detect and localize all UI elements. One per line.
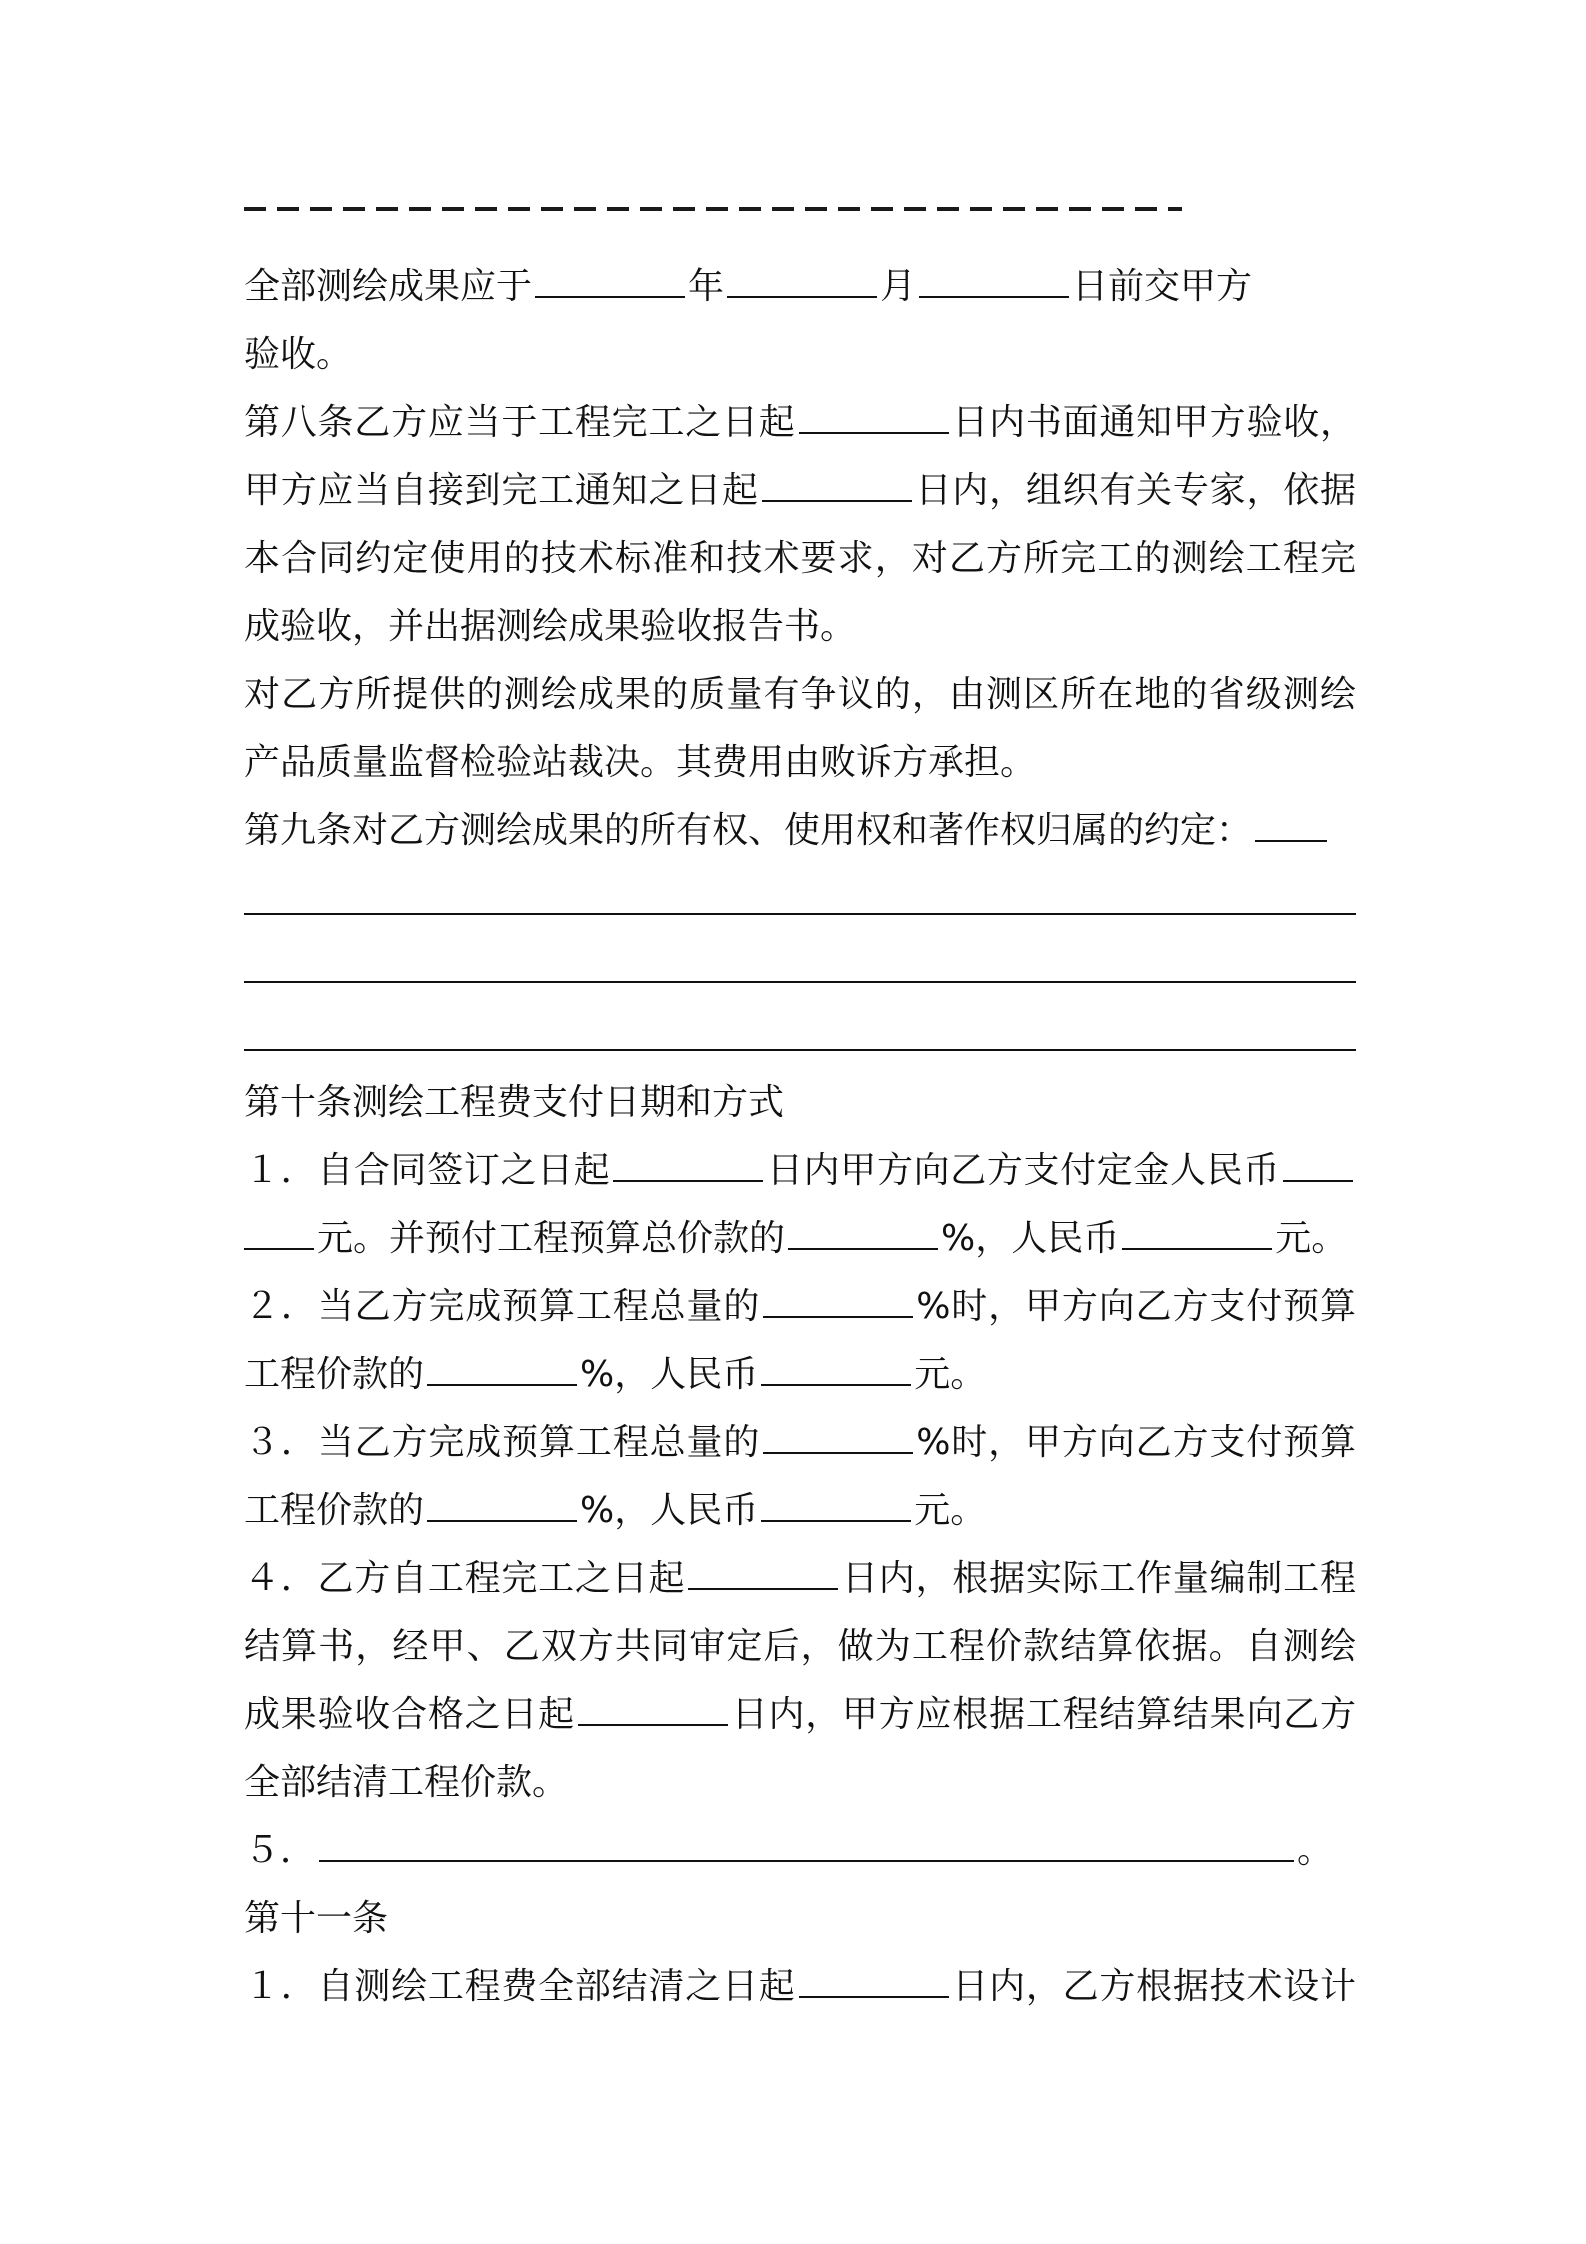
article-10-item-1-line-2	[244, 1205, 1356, 1273]
article-10-item-4-line-3	[244, 1681, 1356, 1749]
text: 日内，组织有关专家，依据	[914, 470, 1356, 511]
blank-payment-amount-2[interactable]	[761, 1354, 911, 1386]
blank-line-1[interactable]	[244, 913, 1356, 915]
blank-payment-percent-2[interactable]	[427, 1354, 577, 1386]
blank-progress-percent-2[interactable]	[763, 1286, 913, 1318]
text: 成果验收合格之日起	[244, 1694, 575, 1735]
article-10-item-1-line-1	[244, 1137, 1356, 1205]
text: 日前交甲方	[1072, 266, 1253, 307]
blank-payment-percent-3[interactable]	[427, 1490, 577, 1522]
text: 。	[1297, 1830, 1334, 1871]
article-10-item-2-line-1	[244, 1273, 1356, 1341]
text: １．自合同签订之日起	[244, 1150, 611, 1191]
text: %时，甲方向乙方支付预算	[916, 1422, 1356, 1463]
text: 元。	[914, 1354, 987, 1395]
text: 元。并预付工程预算总价款的	[317, 1218, 786, 1259]
blank-payment-amount-3[interactable]	[761, 1490, 911, 1522]
text: 工程价款的	[244, 1490, 425, 1531]
text: %，人民币	[580, 1354, 759, 1395]
text: 第九条对乙方测绘成果的所有权、使用权和著作权归属的约定：	[244, 810, 1253, 851]
text: 日内甲方向乙方支付定金人民币	[766, 1150, 1280, 1191]
article-10-item-2-line-2	[244, 1341, 1356, 1409]
text: 年	[688, 266, 725, 307]
article-10-item-4-line-4: 全部结清工程价款。	[244, 1762, 569, 1803]
text: 元。	[914, 1490, 987, 1531]
article-8-line-6: 产品质量监督检验站裁决。其费用由败诉方承担。	[244, 742, 1037, 783]
article-8-line-4: 成验收，并出据测绘成果验收报告书。	[244, 606, 857, 647]
article-10-item-3-line-1	[244, 1409, 1356, 1477]
article-9-line-1	[244, 797, 1356, 865]
blank-progress-percent-3[interactable]	[763, 1422, 913, 1454]
blank-organize-days[interactable]	[762, 470, 912, 502]
text: %时，甲方向乙方支付预算	[916, 1286, 1356, 1327]
text: 日内，根据实际工作量编制工程	[841, 1558, 1356, 1599]
article-8-line-5: 对乙方所提供的测绘成果的质量有争议的，由测区所在地的省级测绘	[244, 674, 1356, 715]
article-8-line-1	[244, 389, 1356, 457]
blank-month[interactable]	[727, 266, 877, 298]
article-8-line-2	[244, 457, 1356, 525]
text: %，人民币	[941, 1218, 1120, 1259]
delivery-date-line	[244, 253, 1356, 321]
text: ４．乙方自工程完工之日起	[244, 1558, 686, 1599]
text: 日内，甲方应根据工程结算结果向乙方	[730, 1694, 1356, 1735]
dashed-separator	[244, 207, 1182, 211]
article-8-line-3: 本合同约定使用的技术标准和技术要求，对乙方所完工的测绘工程完	[244, 538, 1356, 579]
blank-notice-days[interactable]	[799, 402, 949, 434]
article-10-item-3-line-2	[244, 1477, 1356, 1545]
text: 元。	[1275, 1218, 1348, 1259]
article-10-item-4-line-1	[244, 1545, 1356, 1613]
acceptance-line: 验收。	[244, 334, 353, 375]
article-11-title: 第十一条	[244, 1898, 389, 1939]
text: %，人民币	[580, 1490, 759, 1531]
blank-deposit-days[interactable]	[613, 1150, 763, 1182]
blank-prepay-percent[interactable]	[788, 1218, 938, 1250]
blank-year[interactable]	[535, 266, 685, 298]
blank-prepay-amount[interactable]	[1122, 1218, 1272, 1250]
article-10-item-5	[244, 1817, 1356, 1885]
blank-line-3[interactable]	[244, 1049, 1356, 1051]
text: ２．当乙方完成预算工程总量的	[244, 1286, 761, 1327]
blank-day[interactable]	[919, 266, 1069, 298]
blank-item-5[interactable]	[319, 1830, 1294, 1862]
text: 日内，乙方根据技术设计	[951, 1966, 1356, 2007]
article-11-item-1-line-1	[244, 1953, 1356, 2021]
blank-final-payment-days[interactable]	[578, 1694, 728, 1726]
blank-delivery-days[interactable]	[799, 1966, 949, 1998]
blank-ownership[interactable]	[1255, 810, 1327, 842]
text: １．自测绘工程费全部结清之日起	[244, 1966, 796, 2007]
blank-deposit-amount-cont[interactable]	[244, 1218, 314, 1250]
text: 月	[880, 266, 917, 307]
blank-line-2[interactable]	[244, 981, 1356, 983]
text: 日内书面通知甲方验收，	[951, 402, 1356, 443]
text: 甲方应当自接到完工通知之日起	[244, 470, 759, 511]
text: 第八条乙方应当于工程完工之日起	[244, 402, 796, 443]
article-10-title: 第十条测绘工程费支付日期和方式	[244, 1082, 785, 1123]
article-10-item-4-line-2: 结算书，经甲、乙双方共同审定后，做为工程价款结算依据。自测绘	[244, 1626, 1356, 1667]
text: ５．	[244, 1830, 317, 1871]
text: 全部测绘成果应于	[244, 266, 533, 307]
blank-deposit-amount[interactable]	[1283, 1150, 1353, 1182]
text: ３．当乙方完成预算工程总量的	[244, 1422, 761, 1463]
blank-settlement-days[interactable]	[688, 1558, 838, 1590]
text: 工程价款的	[244, 1354, 425, 1395]
